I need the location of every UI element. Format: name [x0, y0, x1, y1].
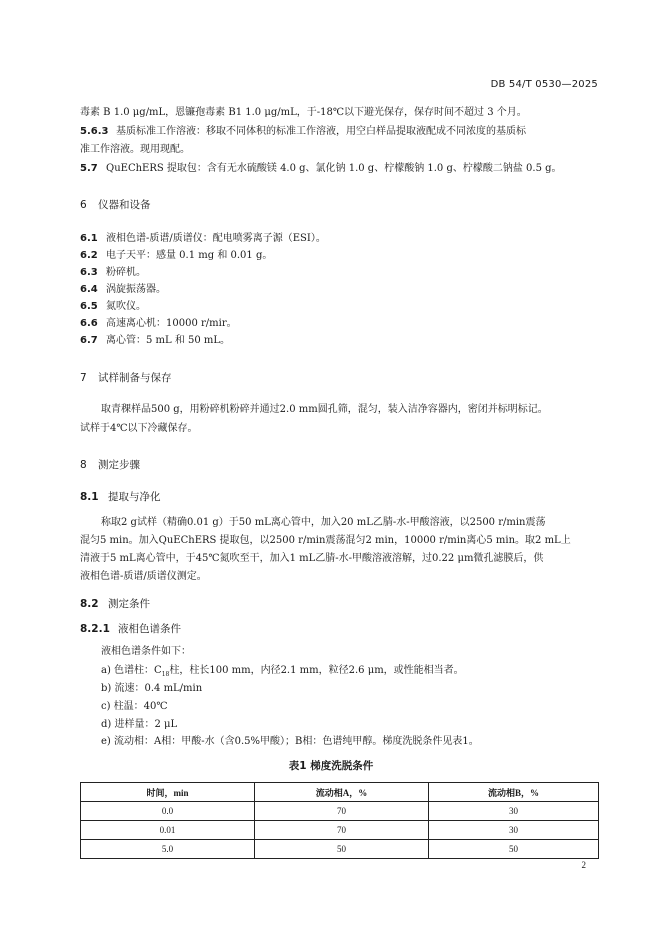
table-cell: 0.01 — [81, 821, 255, 840]
section-title: 测定步骤 — [98, 459, 140, 471]
table-caption: 表1 梯度洗脱条件 — [288, 760, 374, 772]
table-row — [81, 802, 599, 821]
table-cell: 30 — [429, 802, 599, 821]
table-cell: 50 — [429, 840, 599, 859]
clause-5-6-3 — [80, 124, 526, 140]
subsection-number: 8.1 — [80, 491, 99, 503]
section-number: 6 — [80, 199, 87, 211]
table-header-row — [81, 783, 599, 802]
section-number: 8 — [80, 459, 87, 471]
paragraph-line: 称取2 g试样（精确0.01 g）于50 mL离心管中，加入20 mL乙腈-水-甲酸溶液，以2500 r/min震荡 — [101, 517, 546, 528]
subsection-number: 8.2.1 — [80, 623, 110, 635]
clause-text: 涡旋振荡器。 — [106, 284, 166, 295]
subsection-number: 8.2 — [80, 598, 99, 610]
clause-number: 6.7 — [80, 335, 98, 346]
list-intro: 液相色谱条件如下： — [101, 646, 191, 657]
clause-number: 6.1 — [80, 233, 98, 244]
subsection-title: 测定条件 — [108, 598, 150, 610]
table-cell: 50 — [255, 840, 429, 859]
subsection-title: 液相色谱条件 — [118, 623, 181, 635]
section-heading-8 — [80, 457, 140, 472]
paragraph-line: 取青稞样品500 g，用粉碎机粉碎并通过2.0 mm圆孔筛，混匀，装入洁净容器内，密闭并标明标记。 — [101, 404, 548, 415]
section-title: 试样制备与保存 — [98, 372, 172, 384]
subsection-heading-8-2 — [80, 596, 150, 611]
clause-text: 粉碎机。 — [106, 267, 146, 278]
clause-text: 基质标准工作溶液：移取不同体积的标准工作溶液，用空白样品提取液配成不同浓度的基质标 — [116, 126, 526, 137]
clause-text: 液相色谱-质谱/质谱仪：配电喷雾离子源（ESI）。 — [106, 233, 326, 244]
table-cell: 5.0 — [81, 840, 255, 859]
clause-6-3 — [80, 265, 146, 281]
clause-text: 离心管：5 mL 和 50 mL。 — [106, 335, 231, 346]
clause-number: 6.5 — [80, 301, 98, 312]
table-cell: 70 — [255, 802, 429, 821]
clause-6-5 — [80, 299, 146, 315]
gradient-table — [80, 782, 599, 859]
column-header: 流动相A，% — [255, 783, 429, 802]
clause-number: 6.2 — [80, 250, 98, 261]
section-heading-7 — [80, 370, 172, 385]
subsection-heading-8-2-1 — [80, 621, 181, 636]
paragraph-line: 毒素 B 1.0 μg/mL，恩镰孢毒素 B1 1.0 μg/mL，于-18℃以下避光保存，保存时间不超过 3 个月。 — [80, 107, 527, 118]
column-header: 时间，min — [81, 783, 255, 802]
clause-text: QuEChERS 提取包：含有无水硫酸镁 4.0 g、氯化钠 1.0 g、柠檬酸钠 1.0 g、柠檬酸二钠盐 0.5 g。 — [106, 163, 562, 174]
list-item-text: a) 色谱柱：C — [101, 665, 162, 676]
column-header: 流动相B，% — [429, 783, 599, 802]
clause-5-7 — [80, 161, 562, 177]
table-cell: 30 — [429, 821, 599, 840]
clause-number: 5.6.3 — [80, 126, 109, 137]
clause-text: 电子天平：感量 0.1 mg 和 0.01 g。 — [106, 250, 273, 261]
page-number: 2 — [581, 860, 586, 870]
list-item-d: d) 进样量：2 μL — [101, 719, 178, 730]
clause-number: 5.7 — [80, 163, 98, 174]
list-item-b: b) 流速：0.4 mL/min — [101, 683, 203, 694]
clause-text: 高速离心机：10000 r/mir。 — [106, 318, 237, 329]
section-number: 7 — [80, 372, 87, 384]
standard-code: DB 54/T 0530—2025 — [490, 79, 598, 90]
clause-6-1 — [80, 231, 326, 247]
paragraph-line: 混匀5 min。加入QuEChERS 提取包，以2500 r/min震荡混匀2 min，10000 r/min离心5 min。取2 mL上 — [80, 535, 571, 546]
section-title: 仪器和设备 — [98, 199, 151, 211]
clause-number: 6.4 — [80, 284, 98, 295]
list-item-c: c) 柱温：40℃ — [101, 701, 168, 712]
clause-number: 6.6 — [80, 318, 98, 329]
clause-6-2 — [80, 248, 272, 264]
table-row — [81, 821, 599, 840]
table-cell: 0.0 — [81, 802, 255, 821]
clause-6-6 — [80, 316, 237, 332]
clause-text: 氮吹仪。 — [106, 301, 146, 312]
clause-5-6-3-cont: 准工作溶液。现用现配。 — [80, 144, 190, 155]
table-row — [81, 840, 599, 859]
clause-6-7 — [80, 333, 230, 349]
list-item-text: 柱，柱长100 mm，内径2.1 mm，粒径2.6 μm，或性能相当者。 — [169, 665, 464, 676]
table-cell: 70 — [255, 821, 429, 840]
paragraph-line: 试样于4℃以下冷藏保存。 — [80, 423, 198, 434]
subscript: 18 — [161, 671, 170, 678]
subsection-heading-8-1 — [80, 489, 161, 504]
section-heading-6 — [80, 197, 151, 212]
subsection-title: 提取与净化 — [108, 491, 161, 503]
clause-number: 6.3 — [80, 267, 98, 278]
clause-6-4 — [80, 282, 166, 298]
paragraph-line: 液相色谱-质谱/质谱仪测定。 — [80, 571, 207, 582]
paragraph-line: 清液于5 mL离心管中，于45℃氮吹至干，加入1 mL乙腈-水-甲酸溶液溶解，过0.22 μm微孔滤膜后，供 — [80, 553, 544, 564]
list-item-a — [101, 663, 464, 683]
list-item-e: e) 流动相：A相：甲酸-水（含0.5%甲酸）；B相：色谱纯甲醇。梯度洗脱条件见表1。 — [101, 736, 479, 747]
